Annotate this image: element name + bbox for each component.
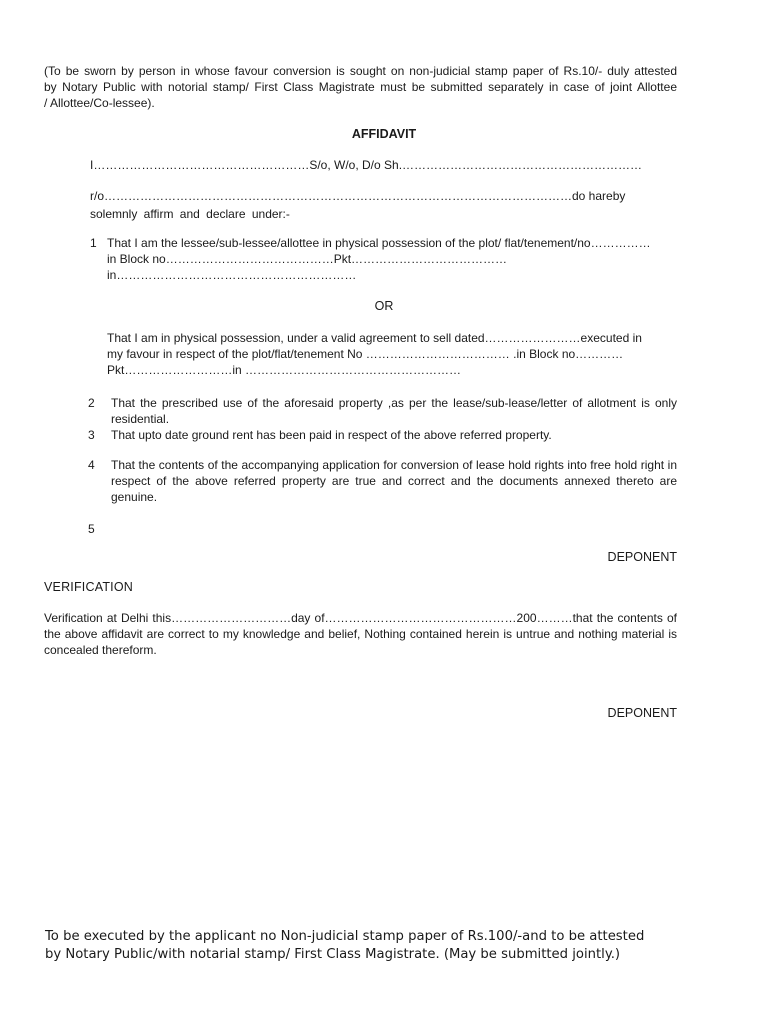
item-number: 3 [88,428,95,442]
item-4-text: That the contents of the accompanying application for conversion of lease hold rights into free hold right in respect of the above referred property are true and correct and the documents annexed thereto are genuine. [111,458,677,504]
item-3-text: That upto date ground rent has been paid in respect of the above referred property. [111,428,552,442]
deponent-signature-label: DEPONENT [607,550,677,564]
intro-line: / Allottee/Co-lessee). [44,96,155,110]
alternative-line: my favour in respect of the plot/flat/tenement No ……………………………… .in Block no………… [107,347,624,361]
alternative-line: Pkt………………………in ……………………………………………… [107,363,462,377]
item-1-line: That I am the lessee/sub-lessee/allottee in physical possession of the plot/ flat/tenement/no…………… [107,236,651,250]
declarant-name-line: I………………………………………………S/o, W/o, D/o Sh.…………………………………………………… [90,158,643,172]
solemn-affirm-line: solemnly affirm and declare under:- [90,207,290,221]
item-number: 1 [90,236,97,250]
or-separator: OR [374,299,394,313]
alternative-paragraph [107,330,677,378]
footer-line: To be executed by the applicant no Non-judicial stamp paper of Rs.100/-and to be attested [45,929,645,944]
verification-heading: VERIFICATION [44,580,133,594]
item-1-text [107,235,677,283]
footer-note [45,928,685,964]
item-number: 2 [88,396,95,410]
item-2-text: That the prescribed use of the aforesaid property ,as per the lease/sub-lease/letter of allotment is only residential. [111,396,677,426]
item-1-line: in…………………………………………………… [107,268,357,282]
intro-line: (To be sworn by person in whose favour conversion is sought on non-judicial stamp paper of Rs.10/- duly attested [44,64,677,78]
residence-line: r/o………………………………………………………………………………………………………do hareby [90,189,626,203]
item-1-line: in Block no……………………………………Pkt………………………………… [107,252,508,266]
alternative-line: That I am in physical possession, under a valid agreement to sell dated……………………executed in [107,331,642,345]
intro-instructions [44,63,677,111]
item-number: 4 [88,458,95,472]
footer-line: by Notary Public/with notarial stamp/ First Class Magistrate. (May be submitted jointly.) [45,947,621,962]
item-number: 5 [88,522,95,536]
intro-line: by Notary Public with notorial stamp/ First Class Magistrate must be submitted separately in case of joint Allottee [44,80,677,94]
verification-text: Verification at Delhi this…………………………day of…………………………………………200………that the contents of the above affidavit are correct to my knowledge and belief, Nothing contained herein is untrue and nothing material is concealed thereform. [44,611,677,657]
deponent-signature-label: DEPONENT [607,706,677,720]
document-title: AFFIDAVIT [351,127,417,141]
